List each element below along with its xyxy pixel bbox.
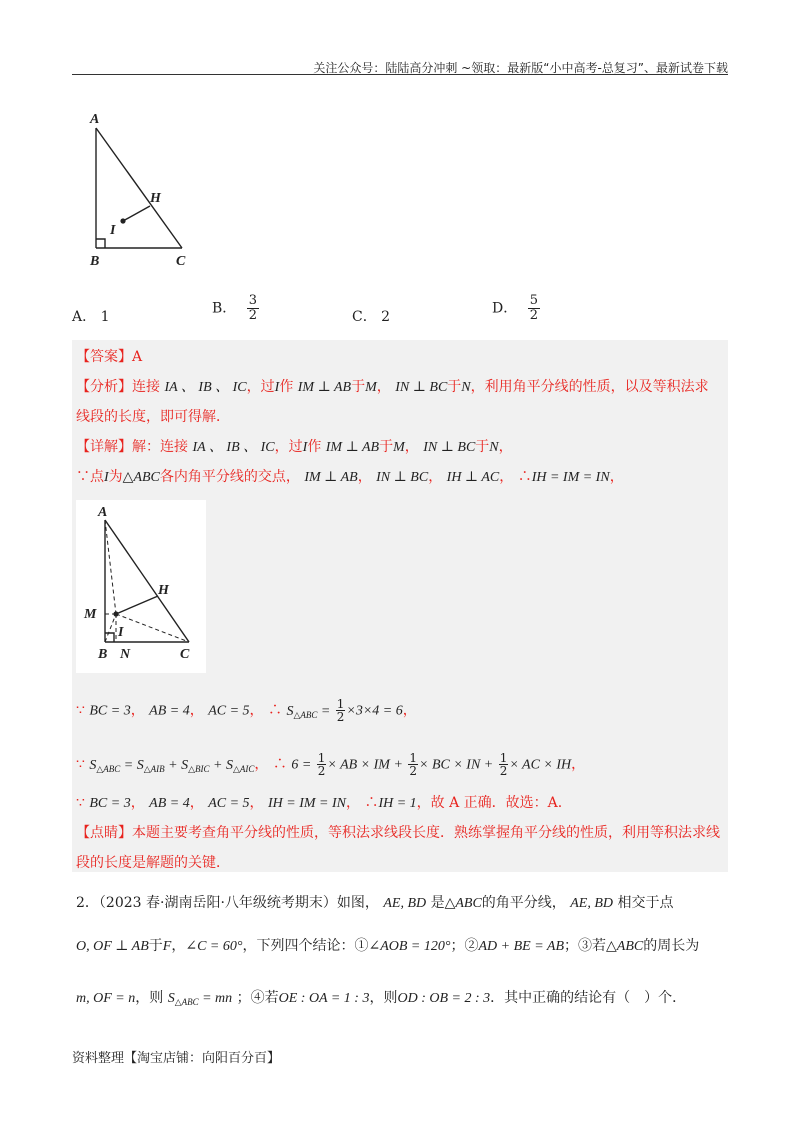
label-A: A bbox=[98, 505, 108, 520]
header-rule bbox=[72, 74, 728, 75]
figure-triangle-2-container bbox=[76, 500, 206, 673]
choice-c: C． 2 bbox=[352, 309, 391, 325]
choice-b: B． $\frac{3}{2}$ bbox=[212, 293, 258, 323]
tip-line-1: 【点睛】本题主要考查角平分线的性质，等积法求线段长度．熟练掌握角平分线的性质，利用等积法求线 bbox=[76, 825, 720, 841]
label-C: C bbox=[180, 647, 190, 662]
label-M: M bbox=[84, 607, 97, 622]
label-A: A bbox=[90, 112, 100, 127]
detail-line-5: ∵ BC = 3， AB = 4， AC = 5， ∴ $S_{\triangle ABC}$ = $\frac{1}{2}$ ×3×4 = 6， bbox=[76, 697, 417, 724]
figure-triangle-2 bbox=[76, 500, 206, 673]
label-B: B bbox=[90, 254, 100, 269]
detail-line-1: 【详解】解：连接 IA 、 IB 、 IC，过I作 IM ⊥ AB于M， IN ⊥ BC于N， bbox=[76, 439, 513, 455]
detail-line-2: ∵点I为△ABC各内角平分线的交点， IM ⊥ AB， IN ⊥ BC， IH ⊥ AC， ∴IH = IM = IN， bbox=[76, 469, 624, 485]
label-H: H bbox=[158, 583, 169, 598]
analysis-line-2: 线段的长度，即可得解． bbox=[76, 409, 230, 425]
figure-triangle-1 bbox=[84, 108, 204, 273]
label-I: I bbox=[118, 625, 124, 640]
label-B: B bbox=[98, 647, 108, 662]
label-N: N bbox=[120, 647, 131, 662]
page-header: 关注公众号：陆陆高分冲刺 ~领取：最新版“小中高考-总复习”、最新试卷下载 bbox=[313, 61, 728, 75]
analysis-line-1: 【分析】连接 IA 、 IB 、 IC，过I作 IM ⊥ AB于M， IN ⊥ BC于N，利用角平分线的性质，以及等积法求 bbox=[76, 379, 709, 395]
question-2-line-3: m, OF = n，则 $S_{\triangle ABC}$ = mn ；④若OE : OA = 1 : 3，则OD : OB = 2 : 3．其中正确的结论有（ ）个． bbox=[76, 990, 687, 1007]
question-2-line-1: 2．（2023 春·湖南岳阳·八年级统考期末）如图， AE, BD 是△ABC的角平分线， AE, BD 相交于点 bbox=[76, 895, 674, 911]
choice-a: A． 1 bbox=[72, 309, 110, 325]
label-H: H bbox=[150, 191, 161, 206]
detail-line-6: ∵ $S_{\triangle ABC} = S_{\triangle AIB} + S_{\triangle BIC} + S_{\triangle AIC}$， ∴ 6 = $\frac{1}{2}$ × AB × IM + $\frac{1}{2}$ × BC × IN + $\frac{1}{2}$ × AC × IH， bbox=[76, 751, 586, 778]
choice-d: D． $\frac{5}{2}$ bbox=[492, 293, 538, 323]
label-I: I bbox=[110, 223, 116, 238]
question-2-line-2: O, OF ⊥ AB于F，∠C = 60°，下列四个结论：①∠AOB = 120°；②AD + BE = AB；③若△ABC的周长为 bbox=[76, 938, 700, 954]
page-footer: 资料整理【淘宝店铺：向阳百分百】 bbox=[72, 1051, 281, 1066]
label-C: C bbox=[176, 254, 186, 269]
answer-line: 【答案】A bbox=[76, 349, 143, 365]
tip-line-2: 段的长度是解题的关键． bbox=[76, 855, 230, 871]
detail-line-7: ∵ BC = 3， AB = 4， AC = 5， IH = IM = IN， ∴IH = 1，故 A 正确．故选：A. bbox=[76, 795, 563, 811]
